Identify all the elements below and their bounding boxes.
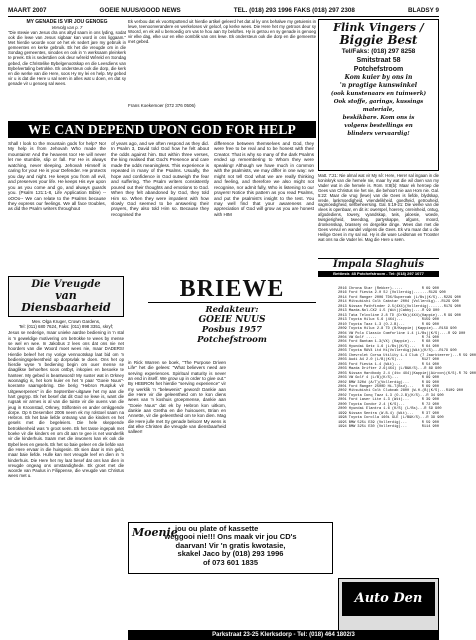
car-model: 1995 BMW 525i E39 (Vollerdig)... (338, 420, 408, 425)
biggie-line13: blinders vervaardig! (347, 131, 410, 137)
car-model: 2010 Toyota Tazz 1.3 (O.J.B)... (338, 322, 405, 327)
biggie-line10: materiale, (362, 107, 395, 113)
moenie-line3: daarvan! Vir 'n gratis kwotasie, (175, 540, 286, 550)
right-column (318, 174, 439, 286)
car-model: 2003 Ford Fiesta 1.4 (Wit)... (338, 362, 401, 367)
car-price: R127 900 (421, 358, 439, 363)
moenie-line1: jou ou plate of kassette (175, 524, 259, 533)
biggie-town: Potchefstroom (353, 66, 404, 73)
car-price: R 99 900 (421, 380, 439, 385)
car-model: 2013 Nissan Pathfinder 2.5(4X4)(Vollerdig)....... (338, 304, 444, 309)
diensbaarheid-tel: Tel: (011) 680 7624, Faks: (011) 898 3351, skryf; (18, 324, 114, 330)
top-mid-article (128, 19, 316, 117)
car-model: 2016 Ford Fiesta 2.0 SJ (Vollerdig)....... (338, 291, 429, 296)
biggie-line11: beskikbare. Kom ons is (342, 115, 415, 121)
car-price: R 89 900 (424, 367, 442, 372)
car-model: 2002 BMW 320d (A/T)(Vollerdig)... (338, 380, 410, 385)
top-left-article (8, 19, 126, 117)
car-model: 2009 Toyota Hilux 2.8 TD (B/Kappie) (Kappie)... (338, 327, 440, 332)
diensbaarheid-article (8, 276, 124, 576)
car-price: R159 900 (421, 318, 439, 323)
article-col1: Shall I look to the mountain gods for help? No! My help is from Jehovah Who made the mountains! And the heavens too! He will never let me stumble, slip or fall. For He is always watching, never sleeping. Jehovah Himself is caring for you! He is your Defender. He protects you day and night. He keeps you from all evil, and preserves your life. He keeps His eye upon you as you come and go, and always guards you. (Psalm 121:1-8, Life Application Bible) --oOOo-- We can relate to the Psalms because they express our feelings. We all face troubles, as did the Psalm writers throughout (8, 141, 106, 212)
car-price: R129 900 (428, 291, 446, 296)
diensbaarheid-title2: van Diensbaarheid (21, 289, 111, 314)
car-model: 2001 Ford Laser Lite 1.3 (Wit)... (338, 398, 410, 403)
header-tel: TEL. (018) 293 1996 FAKS (018) 297 2308 (233, 7, 355, 14)
article-col3: difference between themselves and God, they were free to be real and to be honest with their Creator. That is why so many of the dark Psalms ended up remembering to Whom they were speaking! Although we have much in common with the psalmists, we may differ in one way: we might not tell God what we are really thinking and feeling, and therefore we also might not recognise, nor admit fully, Who is listening to our prayers! Notice this pattern as you read Psalms, and put the psalmist's insight to the test. You may well find that your awareness and appreciation of God will grow as you are honest with HIM (214, 141, 314, 217)
car-model: 2000 Hyundai Elantra 1.6 (K/S) (L/Bs)... (338, 407, 425, 412)
diensbaarheid-title1: Die Vreugde (31, 279, 101, 290)
car-price: R179 900 (443, 304, 461, 309)
moenie-line2: weggooi nie!!! Ons maak vir jou CD's (164, 532, 297, 542)
car-model: 2003 Nissan Hardbody 2.4 (4to 4X4)(Kappie)(Aircon)(K/S). (338, 371, 459, 376)
car-price: R 59 900 (421, 420, 439, 425)
top-left-body: "Die stewie van Jesus dra ons altyd saam in ons lyding, sodat ook die lewe van Jesus sigbaar kan word in ons liggaam." Met hierdie woorde voor oë het ek sedert jare my gebruik in gemeentes en kerke gebruik. Ek het die vreugde om in die Sondag gemeentes, sinodes en ook in 'n werksaam pleinkerk te preek. Ek is sedertdien ook deur wêreld Wêreld en Sondag gebed, die Christelike Bybelgenootskap en die Leesdiens van Bybelvertaling betrokke. Ek ondersteun ook die dorp, die kerk en die werke van die Here, soos Hy my lei en help. My gebed vir u is dat die Here u sal seën in alles wat u doen, en dat sy genade vir u genoeg sal wees. (8, 30, 126, 86)
briewe-box (128, 276, 336, 356)
car-model: 2016 Chrona Star (Rekker)..... (338, 287, 403, 291)
car-price: R229 900 (443, 295, 461, 300)
car-model: 2003 Hyundai Getz 1.6 (L/Bs)(K/S)... (338, 344, 416, 349)
car-price: R 69 900 (421, 322, 439, 327)
car-price: R 69 900 (421, 384, 439, 389)
car-price: R179 900 (439, 349, 457, 354)
car-price-list (338, 287, 476, 575)
car-price: R 54 900 (421, 362, 439, 367)
auto-den-address: Parkstraat 23-25 Klerksdorp - Tel: (018) 464 1802/3 (128, 630, 439, 640)
car-price: R 99 900 (443, 313, 461, 318)
auto-den-name: Auto Den (342, 582, 435, 616)
moenie-ad (128, 522, 333, 574)
car-price: R 39 900 (421, 398, 439, 403)
car-model: 1994 BMW 325i E30 (Vollerdig)... (338, 425, 408, 430)
car-price: R109 900 (445, 389, 464, 394)
header-date: MAART 2007 (8, 7, 47, 14)
article-col2: of years ago, and we often respond as they did. In Psalm 3, David told God how he felt about the odds against him. But within three verses, the king realised that God's Presence and care made the odds meaningless. This experience is repeated in many of the Psalms. Usually, the hope and confidence in God outweigh the fear and suffering. The Psalm writers consistently poured out their thoughts and emotions to God. When they felt abandoned by God, they told Him so. When they were impatient with how slowly God seemed to be answering their prayers, they also told Him so. Because they recognised the (111, 141, 209, 217)
moenie-brand: Moenie (132, 526, 178, 539)
top-left-title: MY GENADE IS VIR JOU GENOEG (26, 19, 108, 25)
briewe-line2: GOEIE NUUS (198, 315, 266, 325)
car-price: R 59 900 (458, 353, 476, 358)
biggie-street: Smitstraat 58 (356, 57, 401, 64)
car-price: R 39 900 (426, 416, 444, 421)
car-model: 1998 Toyota Corolla 160i GLE (L/B&K/S)... (338, 416, 427, 421)
car-model: 2004 Ford Bantam 1.3(VX) (Kappie)... (338, 340, 416, 345)
car-model: 2004 VW Golf ..... (338, 335, 377, 340)
briewe-line4: Potchefstroom (197, 335, 267, 345)
diensbaarheid-byline: Mev. Olga Kruger, Crown Gardens, (31, 319, 101, 324)
header-paper: GOEIE NUUS/GOOD NEWS (99, 7, 181, 14)
car-price: R 99 900 (448, 331, 466, 336)
biggie-line2: Biggie Best (339, 33, 418, 47)
biggie-line7: 'n pragtige kunswinkel (339, 82, 418, 89)
briewe-line3: Posbus 1957 (201, 325, 263, 335)
impala-address: Bettiestr. 48 Potchefstroom - Tel: (018) 297 1077 (318, 271, 439, 277)
auto-den-ad (338, 578, 439, 634)
car-price: R159 900 (439, 327, 457, 332)
car-price: R129 900 (441, 300, 459, 305)
car-price: R 72 900 (421, 402, 439, 407)
mid-story: in Rick Warren se boek, "The Purpose Driven Life" het die gelees: "What believers need are serving experiences. Spiritual maturity is never an end in itself. We grow up in order to give out." By HEBRON het hierdie "serving experience" vir my werklik 'n "belewenis" geword! Dankie aan die Here vir die geleentheid om te kon diens wees van 'n koshuis groepmense, dankie aan "Goeie Nuus" dat ek by Hebron kon uitkom, dankie aan Gretha en die huisouers, Brian en Annette, vir die geleentheid om te kon dien. Mag die Here julle met Sy genade beloon! My wens is dat elke Christen die vreugde van diensbaarheid salleer! (128, 360, 226, 435)
biggie-best-ad (318, 19, 439, 171)
car-price: R 99 900 (422, 309, 440, 314)
car-model: 2000 Toyota Condor 2.4 (K/S)... (338, 402, 405, 407)
car-model: 2002 Mitsubishi Colt Clubcab 2800 (W.H.(B)(K/S)... (338, 389, 446, 394)
top-mid-body: Ek verbou dat ek voortsputtend uit hierdie artikel geleerd het dat al ky ons behalwe my getuienis in lewe, teenoorverandere en werkeloses vir geloof, op kerke wees. Die Here het my getroos deur sy Woord, en ek wil u bemoedig om vas te hou aan Sy beloftes. Hy is getrou en sy genade is genoeg vir elke dag, elke uur en elke oomblik van ons lewe. Ek ondersteun ook die dorp en die gemeente met gebed. (128, 19, 316, 45)
diensbaarheid-body: Jesus se nederige, maar unieke aardse bediening in 'n stal is 'n geweldige motivering om betrokke te wees by mense se wel en wee. In Jakobus 2 lees ons dat ons nie net hoorders van die Woord moet wees nie, maar DADERS! Hierdie beleef het my vorige vennootskap laat bid om 'n bedieningsgeleentheid op dorpsvlak te doen. Ons het op hierdie wyse 'n bediening begin om ouer mense se daaglikse behoeftes soos ontbyt, inkopies en besoeke te hanteer. My gebed is beantwoord! My suster wat in Orkney woonagtig is, het kom kuier en het 'n paar "Goeie Nuus"-koerante saamgebring. Die berig "Hebron Ruspluk vir Uitgewerpenes" in die September-uitgawe het my aan die hart gegryp. Ek het besef dat dit God se lewe is, want die rugsak vir armes is al van die tuiste vir die ouens van die jeug in Kroonstad, Orkney, Stilfontein en ander omliggende dorpe. Op 6 Desember 2006 neem ek my rolstoel saam na Hebron. Ek het baie liefde ontvang van die kinders en het gesels met die begeleiers. Die hele skeppende betrokkenheid was 'n groot seën. Ek het tasse ingepak met boeke vir die kinders en om dit aan te gee is net wonderlik vir die kinderhuis. Saam met die inwoners kan ek ook die Bybel lees en gesels. Ek het so baie geleer en die liefde van die Here ervaar in die huisgesin. Ek sien daar is min geld, maar baie liefde. Hulle kan met vreugde leef en dien in 'n kinderhuis. Die Here het my laat besef dat ons kan dien in vreugde ongeag ons omstandighede. Ek groet met die woorde van Paulus in Filippense, die vreugde van Christus wees met u. (8, 330, 124, 479)
car-model: 2014 Ford Ranger 2006 TDX/Supercab (L/Bs)(K/S)... (338, 295, 444, 300)
car-model: 1999 Nissan Sentra (W.B.4) (Wit)... (338, 411, 414, 416)
car-model: 2002 Toyota Conq Tazz 1.3 (O.J.B)(K/S)... (338, 393, 427, 398)
car-price: R 79 900 (458, 371, 476, 376)
biggie-line9: Ook stoffe, garings, kussings (333, 99, 424, 105)
diensbaarheid-title-box (8, 276, 124, 317)
car-price: R 64 900 (421, 344, 439, 349)
car-model: 2003 Mazda Drifter 2.6(4X4) (L/B&K/S)... (338, 367, 425, 372)
biggie-tel: Tel/Faks: (018) 297 8258 (341, 48, 416, 55)
car-price: R 37 900 (421, 411, 439, 416)
biggie-line1: Flink Vingers / (333, 21, 424, 34)
right-col-body: Matt. 7:21: Nie almal wat vir My sê: Here, Here! sal ingaan in die koninkryk van die hemele nie, maar hy wat die wil doen van my Vader wat in die hemele is. Rom. 8:8(b): Maar ek herroep die Gees van Christus nie het nie, die behoort nie aan Hom nie. Gal. 5:22: Maar die vrug (lewe) van die Gees is liefde, blydskap, vrede, lankmoedigheid, vriendelikheid, goedheid, getrouheid, sagmoedigheid, selfbeheersing. Gal. 5:19-21: Die werke van die vlees is openbaar, en dit is: owerspel, hoerery, onreinheid, ontug, afgodediens, towery, vyandskap, twis, jaloesie, woede, twisgierigheid, tweedrag, partyskappe, afguns, moord, dronkenskap, brassery en dergelike dinge. Wees dan met die Gees vervul en wandel volgens die Gees. Ek vra maar dat u die Heilige Gees in my sal vul. Hy is die ware Leidsman en Trooster wat ons na die Vader lei. Mag die Here u seën. (318, 173, 439, 242)
header-page: BLADSY 9 (407, 7, 439, 14)
car-listing (338, 425, 439, 429)
car-model: 2013 Tata Telcoline 2.8 TD (D/Kb)(4X4)(Kappie)... (338, 313, 444, 318)
car-model: 2003 Audi A4 2.0 (L/B)(K/S)... (338, 358, 403, 363)
moenie-line4: skakel Jaco by (018) 293 1996 (177, 549, 284, 559)
page-header (8, 6, 439, 17)
briewe-title: BRIEWE (148, 276, 316, 303)
car-model: 2014 Mitsubishi Colt Cabstar 2004 (Vollerdig)... (338, 300, 442, 305)
biggie-line12: volgens bestellings en (344, 123, 413, 129)
car-price: R 89 900 (421, 376, 439, 381)
car-model: 2004 VW Polo Classic Comforline 1.4 (L/Bs)(K/S).... (338, 331, 448, 336)
car-price: R 59 900 (424, 407, 442, 412)
biggie-line6: Kom kuier by ons in (344, 74, 413, 81)
car-model: 2003 VW Golf 4 (L/B)(K/S)... (338, 376, 399, 381)
biggie-line8: (ook kunstenaars en tuinwerk) (330, 91, 427, 97)
impala-slaghuis: Impala Slaghuis (318, 258, 439, 271)
top-mid-sign: Frans Koekemoer (072 376 0506) (128, 103, 196, 108)
car-price: R114 900 (421, 425, 439, 430)
car-model: 2013 Toyota Hilux 5.6 (4X4)... (338, 318, 403, 323)
moenie-line5: of 073 601 1835 (202, 557, 259, 567)
main-headline: WE CAN DEPEND UPON GOD FOR HELP (8, 121, 316, 138)
car-price: R 34 900 (426, 393, 444, 398)
car-model: 2003 Toyota RAV4 Ltd Hi(Vollerdig)(Wit)(K/S)... (338, 349, 440, 354)
car-price: R 69 900 (421, 287, 439, 291)
car-price: R 68 900 (421, 340, 439, 345)
top-left-sub: Vervolg van p. 7 (51, 25, 83, 30)
car-model: 2001 Ford Ranger 2500D Hi-T(Bsd)... (338, 384, 414, 389)
car-price: R 74 900 (421, 335, 439, 340)
car-model: 2003 Chevrolet Corsa Utility 1.4 Club (7 Jaarkteerer)... (338, 353, 459, 358)
briewe-line1: Redakteur: (205, 305, 259, 315)
car-model: 2013 Mazda-Nol-CX2 1.5 (Wit)(Cabby).... (338, 309, 423, 314)
